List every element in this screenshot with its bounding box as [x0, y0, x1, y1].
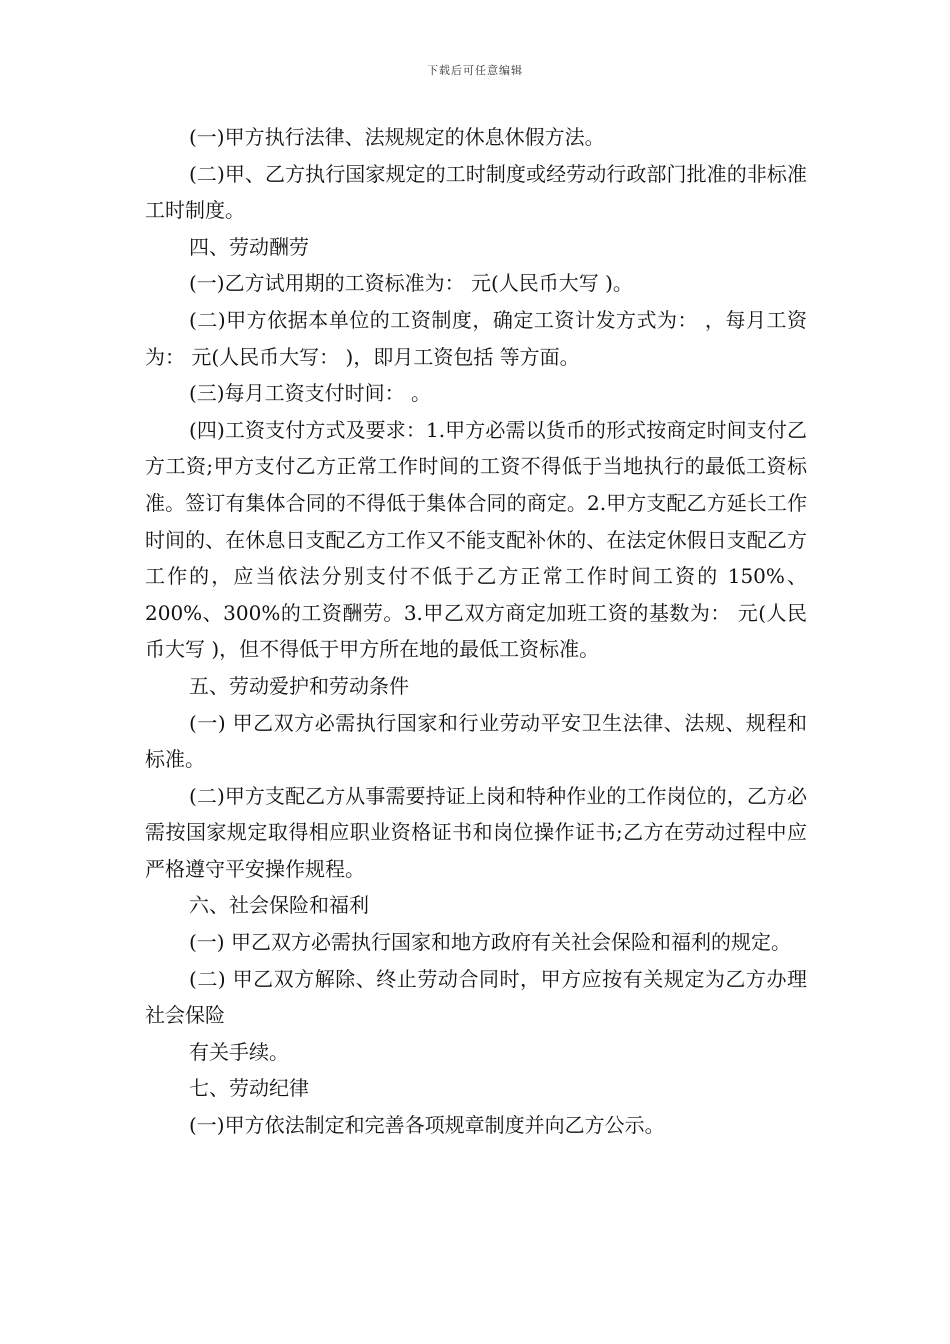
paragraph: (一)乙方试用期的工资标准为： 元(人民币大写 )。 [189, 271, 633, 296]
section-heading: 七、劳动纪律 [189, 1076, 309, 1101]
paragraph: (二)甲、乙方执行国家规定的工时制度或经劳动行政部门批准的非标准工时制度。 [145, 161, 807, 223]
document-body [145, 119, 807, 1144]
paragraph: 有关手续。 [189, 1039, 289, 1064]
paragraph: (一)甲方依法制定和完善各项规章制度并向乙方公示。 [189, 1113, 665, 1138]
paragraph: (一) 甲乙双方必需执行国家和地方政府有关社会保险和福利的规定。 [189, 930, 791, 955]
paragraph: (三)每月工资支付时间： 。 [189, 381, 431, 406]
paragraph: (二)甲方支配乙方从事需要持证上岗和特种作业的工作岗位的，乙方必需按国家规定取得相应职业资格证书和岗位操作证书;乙方在劳动过程中应严格遵守平安操作规程。 [145, 783, 807, 881]
section-heading: 四、劳动酬劳 [189, 234, 309, 259]
section-heading: 五、劳动爱护和劳动条件 [189, 673, 409, 698]
paragraph: (二) 甲乙双方解除、终止劳动合同时，甲方应按有关规定为乙方办理社会保险 [145, 966, 807, 1028]
paragraph: (四)工资支付方式及要求：1.甲方必需以货币的形式按商定时间支付乙方工资;甲方支付乙方正常工作时间的工资不得低于当地执行的最低工资标准。签订有集体合同的不得低于集体合同的商定。2.甲方支配乙方延长工作时间的、在休息日支配乙方工作又不能支配补休的、在法定休假日支配乙方工作的，应当依法分别支付不低于乙方正常工作时间工资的 150%、200%、300%的工资酬劳。3.甲乙双方商定加班工资的基数为： 元(人民币大写 )，但不得低于甲方所在地的最低工资标准。 [145, 417, 807, 662]
paragraph: (一) 甲乙双方必需执行国家和行业劳动平安卫生法律、法规、规程和标准。 [145, 710, 807, 772]
page-header: 下载后可任意编辑 [427, 64, 523, 77]
paragraph: (一)甲方执行法律、法规规定的休息休假方法。 [189, 125, 605, 149]
section-heading: 六、社会保险和福利 [189, 893, 369, 918]
paragraph: (二)甲方依据本单位的工资制度，确定工资计发方式为： ，每月工资为： 元(人民币大写： )，即月工资包括 等方面。 [145, 307, 807, 369]
